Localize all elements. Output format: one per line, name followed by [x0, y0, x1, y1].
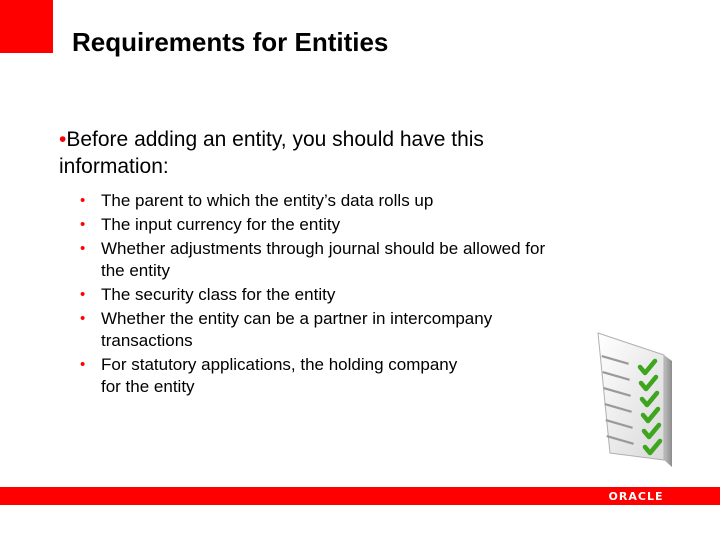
sub-bullet-text: The parent to which the entity’s data rolls up — [101, 191, 434, 210]
sub-bullet-text: The input currency for the entity — [101, 215, 341, 234]
sub-bullet-item — [80, 308, 640, 352]
checklist-icon — [588, 325, 683, 470]
sub-bullet-text: For statutory applications, the holding company — [101, 355, 458, 374]
oracle-logo — [598, 488, 674, 504]
checklist-paper-edge — [664, 355, 672, 467]
main-bullet — [59, 126, 579, 180]
sub-bullet-text-continued: for the entity — [101, 377, 195, 396]
sub-bullet-item — [80, 190, 640, 212]
sub-bullet-text: The security class for the entity — [101, 285, 336, 304]
main-bullet-line-1: Before adding an entity, you should have this — [66, 128, 484, 151]
corner-accent-square — [0, 0, 53, 53]
sub-bullet-list — [80, 190, 640, 400]
sub-bullet-marker: • — [80, 216, 86, 233]
sub-bullet-item — [80, 214, 640, 236]
slide-title: Requirements for Entities — [72, 27, 389, 57]
sub-bullet-text-continued: transactions — [101, 331, 193, 350]
sub-bullet-text-continued: the entity — [101, 261, 170, 280]
sub-bullet-item — [80, 354, 640, 398]
svg-text:ORACLE: ORACLE — [608, 490, 664, 503]
sub-bullet-marker: • — [80, 356, 86, 373]
sub-bullet-marker: • — [80, 240, 86, 257]
sub-bullet-item — [80, 284, 640, 306]
main-bullet-line-2: information: — [59, 155, 169, 178]
sub-bullet-marker: • — [80, 192, 86, 209]
sub-bullet-item — [80, 238, 640, 282]
main-bullet-marker: • — [59, 128, 67, 151]
sub-bullet-text: Whether the entity can be a partner in intercompany — [101, 309, 493, 328]
sub-bullet-text: Whether adjustments through journal should be allowed for — [101, 239, 546, 258]
sub-bullet-marker: • — [80, 286, 86, 303]
sub-bullet-marker: • — [80, 310, 86, 327]
